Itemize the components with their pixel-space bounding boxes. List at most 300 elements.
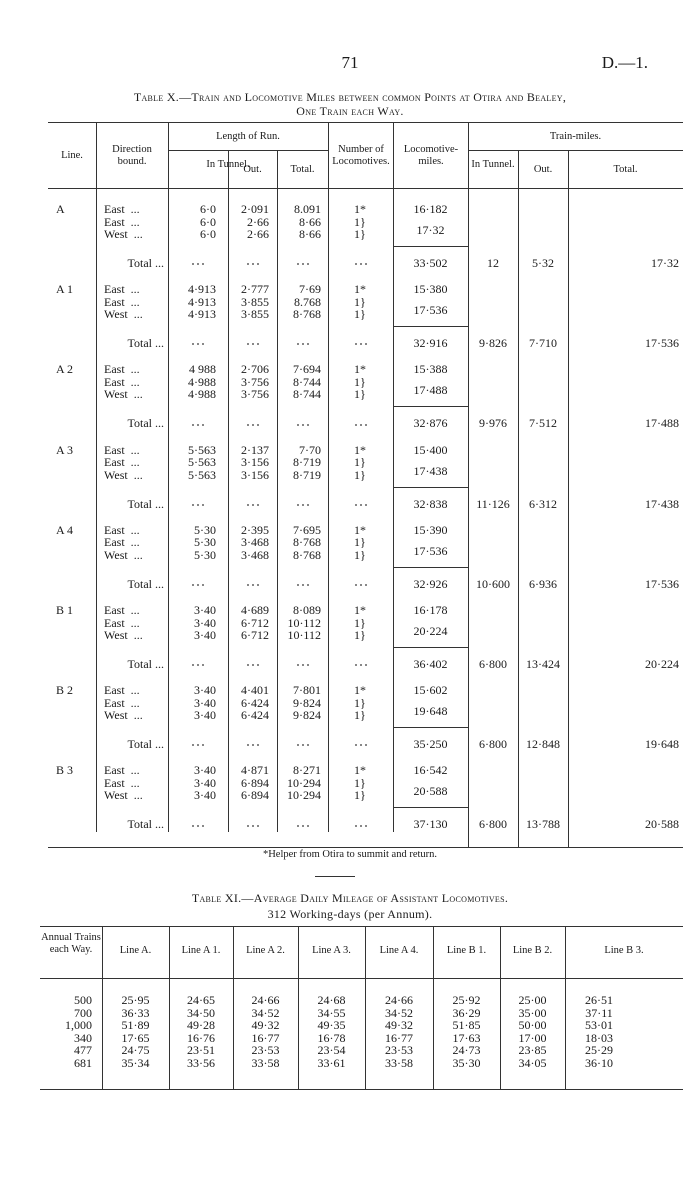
out-cell: 2·706: [241, 362, 269, 377]
ellipsis-mark: [228, 738, 277, 751]
table-xi-header: Line B 2.: [512, 945, 553, 956]
loco-miles-group-rule: [393, 487, 468, 488]
mileage-cell: 23·54: [317, 1043, 346, 1057]
loco-miles-total: 35·250: [413, 737, 448, 752]
tm-total-total: 17·32: [651, 256, 679, 270]
mileage-cell: 34·55: [317, 1005, 346, 1020]
out-cell: 6·424: [241, 708, 269, 723]
table-xi-header: Line A 3.: [312, 945, 351, 956]
ellipsis-mark: [228, 337, 277, 350]
in-tunnel-cell: 6·0: [200, 202, 216, 216]
loco-miles-total: 32·876: [413, 416, 448, 431]
total-cell: 8·768: [293, 547, 321, 562]
mileage-cell: 17·65: [121, 1030, 150, 1045]
tm-out-total: 6·312: [529, 496, 557, 511]
loco-miles-cell: 17·32: [416, 223, 445, 237]
in-tunnel-cell: 4·913: [188, 307, 216, 322]
mileage-cell: 24·73: [452, 1043, 481, 1057]
tm-tunnel-total: 6·800: [479, 737, 507, 752]
tm-out-total: 12·848: [526, 737, 560, 752]
mileage-cell: 49·32: [251, 1018, 280, 1032]
total-cell: 8·719: [293, 455, 321, 470]
in-tunnel-cell: 3·40: [194, 788, 216, 803]
total-label: Total ...: [127, 576, 164, 591]
locos-cell: 1*: [354, 202, 366, 216]
loco-miles-total: 37·130: [413, 817, 448, 832]
direction-cell: East ...: [104, 362, 140, 377]
total-cell: 8·719: [293, 467, 321, 482]
out-cell: 4·689: [241, 603, 269, 617]
in-tunnel-cell: 3·40: [194, 775, 216, 790]
total-cell: 8·768: [293, 535, 321, 550]
tm-out-total: 13·424: [526, 657, 560, 671]
mileage-cell: 25·29: [585, 1043, 613, 1057]
ellipsis-mark: [228, 417, 277, 430]
direction-cell: West ...: [104, 788, 143, 803]
hdr-tm-out: Out.: [533, 164, 553, 175]
direction-cell: East ...: [104, 374, 140, 389]
loco-miles-group-rule: [393, 406, 468, 407]
loco-miles-cell: 17·488: [413, 383, 448, 398]
total-cell: 7·801: [293, 683, 321, 698]
mileage-cell: 17·63: [452, 1030, 481, 1045]
mileage-cell: 51·89: [121, 1018, 150, 1032]
total-cell: 7·695: [293, 522, 321, 537]
hdr-length-of-run: Length of Run.: [216, 131, 280, 142]
out-cell: 2·395: [241, 522, 269, 537]
locos-cell: 1}: [354, 628, 366, 642]
loco-miles-group-rule: [393, 246, 468, 247]
locos-cell: 1}: [354, 374, 366, 389]
direction-cell: West ...: [104, 547, 143, 562]
table-xi-header: Line B 3.: [604, 945, 644, 956]
mileage-cell: 16·77: [385, 1030, 413, 1045]
mileage-cell: 34·52: [385, 1005, 413, 1020]
loco-miles-total: 36·402: [413, 657, 448, 671]
mileage-cell: 24·68: [317, 993, 346, 1007]
total-label: Total ...: [127, 657, 164, 671]
total-cell: 9·824: [293, 695, 321, 710]
total-label: Total ...: [127, 496, 164, 511]
mileage-cell: 34·52: [251, 1005, 280, 1020]
ellipsis-mark: [228, 818, 277, 831]
ellipsis-mark: [328, 257, 393, 270]
loco-miles-cell: 17·438: [413, 463, 448, 478]
in-tunnel-cell: 4·988: [188, 374, 216, 389]
tm-out-total: 6·936: [529, 576, 557, 591]
table-xi-header-rule: [40, 978, 683, 979]
in-tunnel-cell: 5·563: [188, 442, 216, 457]
total-cell: 10·112: [287, 628, 321, 642]
table-xi-header: Annual Trains each Way.: [41, 932, 101, 955]
direction-cell: West ...: [104, 227, 143, 241]
locos-cell: 1}: [354, 535, 366, 550]
out-cell: 6·424: [241, 695, 269, 710]
in-tunnel-cell: 4·913: [188, 294, 216, 309]
loco-miles-cell: 16·178: [413, 603, 448, 617]
tm-total-total: 19·648: [645, 737, 679, 752]
ellipsis-mark: [228, 498, 277, 511]
table-x: [48, 122, 683, 847]
locos-cell: 1}: [354, 294, 366, 309]
direction-cell: West ...: [104, 387, 143, 402]
table-x-bottom-rule: [48, 847, 683, 848]
total-cell: 10·112: [287, 615, 321, 630]
total-cell: 8.091: [294, 202, 321, 216]
mileage-cell: 25·92: [452, 993, 481, 1007]
loco-miles-cell: 15·602: [413, 683, 448, 698]
page-reference: D.—1.: [601, 53, 648, 72]
in-tunnel-cell: 3·40: [194, 708, 216, 723]
ellipsis-mark: [328, 738, 393, 751]
loco-miles-cell: 20·588: [413, 784, 448, 799]
in-tunnel-cell: 5·30: [194, 522, 216, 537]
mileage-cell: 16·77: [251, 1030, 280, 1045]
total-cell: 10·294: [287, 775, 321, 790]
hdr-train-miles: Train-miles.: [549, 131, 602, 142]
table-x-title: [20, 90, 680, 118]
table-x-title-line1: Table X.—Train and Locomotive Miles between common Points at Otira and Bealey,: [133, 90, 567, 104]
hdr-out: Out.: [243, 164, 262, 175]
vr-total: [328, 122, 329, 832]
hdr-num-locos: Number of Locomotives.: [332, 144, 390, 167]
out-cell: 3·855: [241, 307, 269, 322]
locos-cell: 1}: [354, 455, 366, 470]
table-x-top-rule: [48, 122, 683, 123]
total-cell: 9·824: [293, 708, 321, 723]
table-xi-header: Line A 1.: [181, 945, 221, 956]
direction-cell: East ...: [104, 282, 140, 297]
in-tunnel-cell: 3·40: [194, 615, 216, 630]
mileage-cell: 16·78: [317, 1030, 346, 1045]
tm-total-total: 17·536: [645, 576, 679, 591]
direction-cell: East ...: [104, 202, 140, 216]
loco-miles-cell: 20·224: [413, 624, 448, 638]
annual-trains-cell: 700: [74, 1005, 92, 1020]
section-divider: [315, 876, 355, 877]
mileage-cell: 23·51: [187, 1043, 215, 1057]
mileage-cell: 16·76: [187, 1030, 215, 1045]
locos-cell: 1}: [354, 547, 366, 562]
tm-tunnel-total: 10·600: [476, 576, 510, 591]
mileage-cell: 35·30: [452, 1055, 481, 1070]
direction-cell: East ...: [104, 615, 140, 630]
ellipsis-mark: [228, 257, 277, 270]
total-label: Total ...: [127, 817, 164, 832]
loco-miles-cell: 16·182: [413, 202, 448, 216]
total-cell: 8·089: [293, 603, 321, 617]
total-cell: 8·744: [293, 374, 321, 389]
in-tunnel-cell: 5·30: [194, 547, 216, 562]
direction-cell: West ...: [104, 307, 143, 322]
total-label: Total ...: [127, 336, 164, 351]
tm-out-total: 7·710: [529, 336, 557, 351]
line-label: B 2: [56, 683, 74, 698]
annual-trains-cell: 477: [74, 1043, 92, 1057]
table-xi-header: Line A 4.: [379, 945, 419, 956]
locos-cell: 1*: [354, 362, 366, 377]
line-label: B 1: [56, 603, 74, 617]
table-xi-bottom-rule: [40, 1089, 683, 1090]
table-x-title-line2: One Train each Way.: [296, 104, 404, 118]
loco-miles-total: 33·502: [413, 256, 448, 270]
loco-miles-group-rule: [393, 326, 468, 327]
loco-miles-total: 32·838: [413, 496, 448, 511]
annual-trains-cell: 500: [74, 993, 92, 1007]
direction-cell: East ...: [104, 294, 140, 309]
out-cell: 4·871: [241, 763, 269, 778]
line-label: B 3: [56, 763, 74, 778]
loco-miles-cell: 15·400: [413, 442, 448, 457]
ellipsis-mark: [168, 498, 228, 511]
mileage-cell: 49·32: [385, 1018, 413, 1032]
total-cell: 7·69: [299, 282, 321, 297]
locos-cell: 1*: [354, 282, 366, 297]
total-cell: 8·768: [293, 307, 321, 322]
table-x-header-rule: [48, 188, 683, 189]
mileage-cell: 23·53: [385, 1043, 413, 1057]
loco-miles-cell: 17·536: [413, 303, 448, 318]
out-cell: 3·156: [241, 467, 269, 482]
direction-cell: East ...: [104, 442, 140, 457]
locos-cell: 1}: [354, 387, 366, 402]
total-cell: 8·271: [293, 763, 321, 778]
mileage-cell: 33·61: [317, 1055, 346, 1070]
direction-cell: East ...: [104, 535, 140, 550]
hdr-tm-total: Total.: [613, 164, 638, 175]
hdr-direction: Direction bound.: [112, 144, 152, 167]
loco-miles-cell: 15·380: [413, 282, 448, 297]
loco-miles-total: 32·916: [413, 336, 448, 351]
page-number: 71: [341, 53, 359, 72]
ellipsis-mark: [328, 658, 393, 671]
mileage-cell: 24·66: [251, 993, 280, 1007]
tm-out-total: 7·512: [529, 416, 557, 431]
ellipsis-mark: [328, 498, 393, 511]
direction-cell: East ...: [104, 455, 140, 470]
line-label: A 3: [56, 442, 74, 457]
mileage-cell: 17·00: [518, 1030, 547, 1045]
total-cell: 8·66: [299, 214, 321, 229]
loco-miles-group-rule: [393, 567, 468, 568]
locos-cell: 1*: [354, 683, 366, 698]
ellipsis-mark: [168, 417, 228, 430]
out-cell: 6·712: [241, 615, 269, 630]
direction-cell: East ...: [104, 683, 140, 698]
out-cell: 6·894: [241, 788, 269, 803]
annual-trains-cell: 1,000: [65, 1018, 92, 1032]
in-tunnel-cell: 6·0: [200, 227, 216, 241]
out-cell: 3·156: [241, 455, 269, 470]
mileage-cell: 23·53: [251, 1043, 280, 1057]
out-cell: 2·091: [241, 202, 269, 216]
ellipsis-mark: [277, 257, 328, 270]
direction-cell: East ...: [104, 775, 140, 790]
out-cell: 6·712: [241, 628, 269, 642]
line-label: A 1: [56, 282, 74, 297]
mileage-cell: 24·65: [187, 993, 215, 1007]
tm-tunnel-total: 6·800: [479, 657, 507, 671]
out-cell: 3·756: [241, 387, 269, 402]
direction-cell: West ...: [104, 628, 143, 642]
ellipsis-mark: [277, 337, 328, 350]
locos-cell: 1*: [354, 763, 366, 778]
locos-cell: 1}: [354, 708, 366, 723]
loco-miles-total: 32·926: [413, 576, 448, 591]
locos-cell: 1*: [354, 603, 366, 617]
total-cell: 8·66: [299, 227, 321, 241]
in-tunnel-cell: 4·913: [188, 282, 216, 297]
in-tunnel-cell: 5·30: [194, 535, 216, 550]
out-cell: 3·468: [241, 535, 269, 550]
total-label: Total ...: [127, 256, 164, 270]
table-x-footnote: *Helper from Otira to summit and return.: [262, 849, 438, 860]
train-miles-subrule: [468, 150, 683, 151]
mileage-cell: 33·58: [385, 1055, 413, 1070]
total-cell: 8·744: [293, 387, 321, 402]
ellipsis-mark: [277, 658, 328, 671]
tm-tunnel-total: 9·976: [479, 416, 507, 431]
mileage-cell: 25·95: [121, 993, 150, 1007]
table-xi-header: Line A.: [119, 945, 152, 956]
table-xi-top-rule: [40, 926, 683, 927]
mileage-cell: 37·11: [585, 1005, 613, 1020]
in-tunnel-cell: 3·40: [194, 628, 216, 642]
total-cell: 7·70: [299, 442, 321, 457]
out-cell: 2·137: [241, 442, 269, 457]
total-cell: 8.768: [294, 294, 321, 309]
in-tunnel-cell: 3·40: [194, 763, 216, 778]
locos-cell: 1}: [354, 695, 366, 710]
mileage-cell: 23·85: [518, 1043, 547, 1057]
loco-miles-group-rule: [393, 647, 468, 648]
loco-miles-cell: 15·388: [413, 362, 448, 377]
hdr-in-tunnel: In Tunnel.: [206, 159, 250, 170]
locos-cell: 1}: [354, 467, 366, 482]
table-xi-title-line2: 312 Working-days (per Annum).: [267, 907, 433, 921]
ellipsis-mark: [168, 818, 228, 831]
mileage-cell: 33·58: [251, 1055, 280, 1070]
direction-cell: East ...: [104, 763, 140, 778]
loco-miles-cell: 19·648: [413, 704, 448, 719]
table-xi-title-line1: Table XI.—Average Daily Mileage of Assistant Locomotives.: [191, 891, 509, 905]
mileage-cell: 51·85: [452, 1018, 481, 1032]
mileage-cell: 18·03: [585, 1030, 613, 1045]
locos-cell: 1}: [354, 788, 366, 803]
tm-total-total: 20·588: [645, 817, 679, 832]
vr-out: [277, 150, 278, 832]
hdr-line: Line.: [61, 150, 83, 161]
mileage-cell: 35·00: [518, 1005, 547, 1020]
tm-out-total: 13·788: [526, 817, 560, 832]
mileage-cell: 24·75: [121, 1043, 150, 1057]
ellipsis-mark: [328, 818, 393, 831]
locos-cell: 1}: [354, 775, 366, 790]
direction-cell: East ...: [104, 522, 140, 537]
total-label: Total ...: [127, 416, 164, 431]
ellipsis-mark: [168, 337, 228, 350]
out-cell: 2·66: [247, 227, 269, 241]
table-xi-title: [0, 890, 700, 922]
direction-cell: East ...: [104, 214, 140, 229]
table-xi-header: Line B 1.: [446, 945, 487, 956]
table-xi: [40, 926, 683, 1096]
tm-out-total: 5·32: [532, 256, 554, 270]
total-cell: 7·694: [293, 362, 321, 377]
mileage-cell: 49·35: [317, 1018, 346, 1032]
locos-cell: 1}: [354, 214, 366, 229]
tm-tunnel-total: 6·800: [479, 817, 507, 832]
tm-total-total: 17·438: [645, 496, 679, 511]
ellipsis-mark: [228, 578, 277, 591]
in-tunnel-cell: 5·563: [188, 455, 216, 470]
tm-tunnel-total: 9·826: [479, 336, 507, 351]
locos-cell: 1}: [354, 227, 366, 241]
hdr-loco-miles: Locomotive-miles.: [403, 144, 459, 167]
vr-line: [96, 122, 97, 832]
out-cell: 3·855: [241, 294, 269, 309]
line-label: A 2: [56, 362, 74, 377]
in-tunnel-cell: 3·40: [194, 695, 216, 710]
ellipsis-mark: [277, 417, 328, 430]
ellipsis-mark: [228, 658, 277, 671]
ellipsis-mark: [277, 578, 328, 591]
mileage-cell: 36·10: [585, 1055, 613, 1070]
direction-cell: West ...: [104, 708, 143, 723]
ellipsis-mark: [277, 498, 328, 511]
ellipsis-mark: [328, 417, 393, 430]
annual-trains-cell: 681: [74, 1055, 92, 1070]
tm-total-total: 20·224: [645, 657, 679, 671]
in-tunnel-cell: 3·40: [194, 683, 216, 698]
mileage-cell: 34·50: [187, 1005, 215, 1020]
mileage-cell: 36·33: [121, 1005, 150, 1020]
ellipsis-mark: [277, 738, 328, 751]
loco-miles-group-rule: [393, 807, 468, 808]
mileage-cell: 53·01: [585, 1018, 613, 1032]
in-tunnel-cell: 4 988: [189, 362, 216, 377]
table-xi-header: Line A 2.: [246, 945, 285, 956]
out-cell: 6·894: [241, 775, 269, 790]
in-tunnel-cell: 6·0: [200, 214, 216, 229]
out-cell: 2·66: [247, 214, 269, 229]
out-cell: 2·777: [241, 282, 269, 297]
hdr-total: Total.: [290, 164, 315, 175]
locos-cell: 1}: [354, 307, 366, 322]
ellipsis-mark: [328, 578, 393, 591]
ellipsis-mark: [168, 658, 228, 671]
length-run-subrule: [168, 150, 328, 151]
annual-trains-cell: 340: [74, 1030, 92, 1045]
out-cell: 3·468: [241, 547, 269, 562]
tm-total-total: 17·536: [645, 336, 679, 351]
mileage-cell: 34·05: [518, 1055, 547, 1070]
loco-miles-cell: 16·542: [413, 763, 448, 778]
direction-cell: East ...: [104, 695, 140, 710]
mileage-cell: 35·34: [121, 1055, 150, 1070]
total-cell: 10·294: [287, 788, 321, 803]
mileage-cell: 26·51: [585, 993, 613, 1007]
mileage-cell: 24·66: [385, 993, 413, 1007]
mileage-cell: 50·00: [518, 1018, 547, 1032]
direction-cell: East ...: [104, 603, 140, 617]
hdr-tm-in-tunnel: In Tunnel.: [471, 159, 515, 170]
locos-cell: 1*: [354, 522, 366, 537]
line-label: A 4: [56, 522, 74, 537]
ellipsis-mark: [328, 337, 393, 350]
mileage-cell: 49·28: [187, 1018, 215, 1032]
out-cell: 3·756: [241, 374, 269, 389]
